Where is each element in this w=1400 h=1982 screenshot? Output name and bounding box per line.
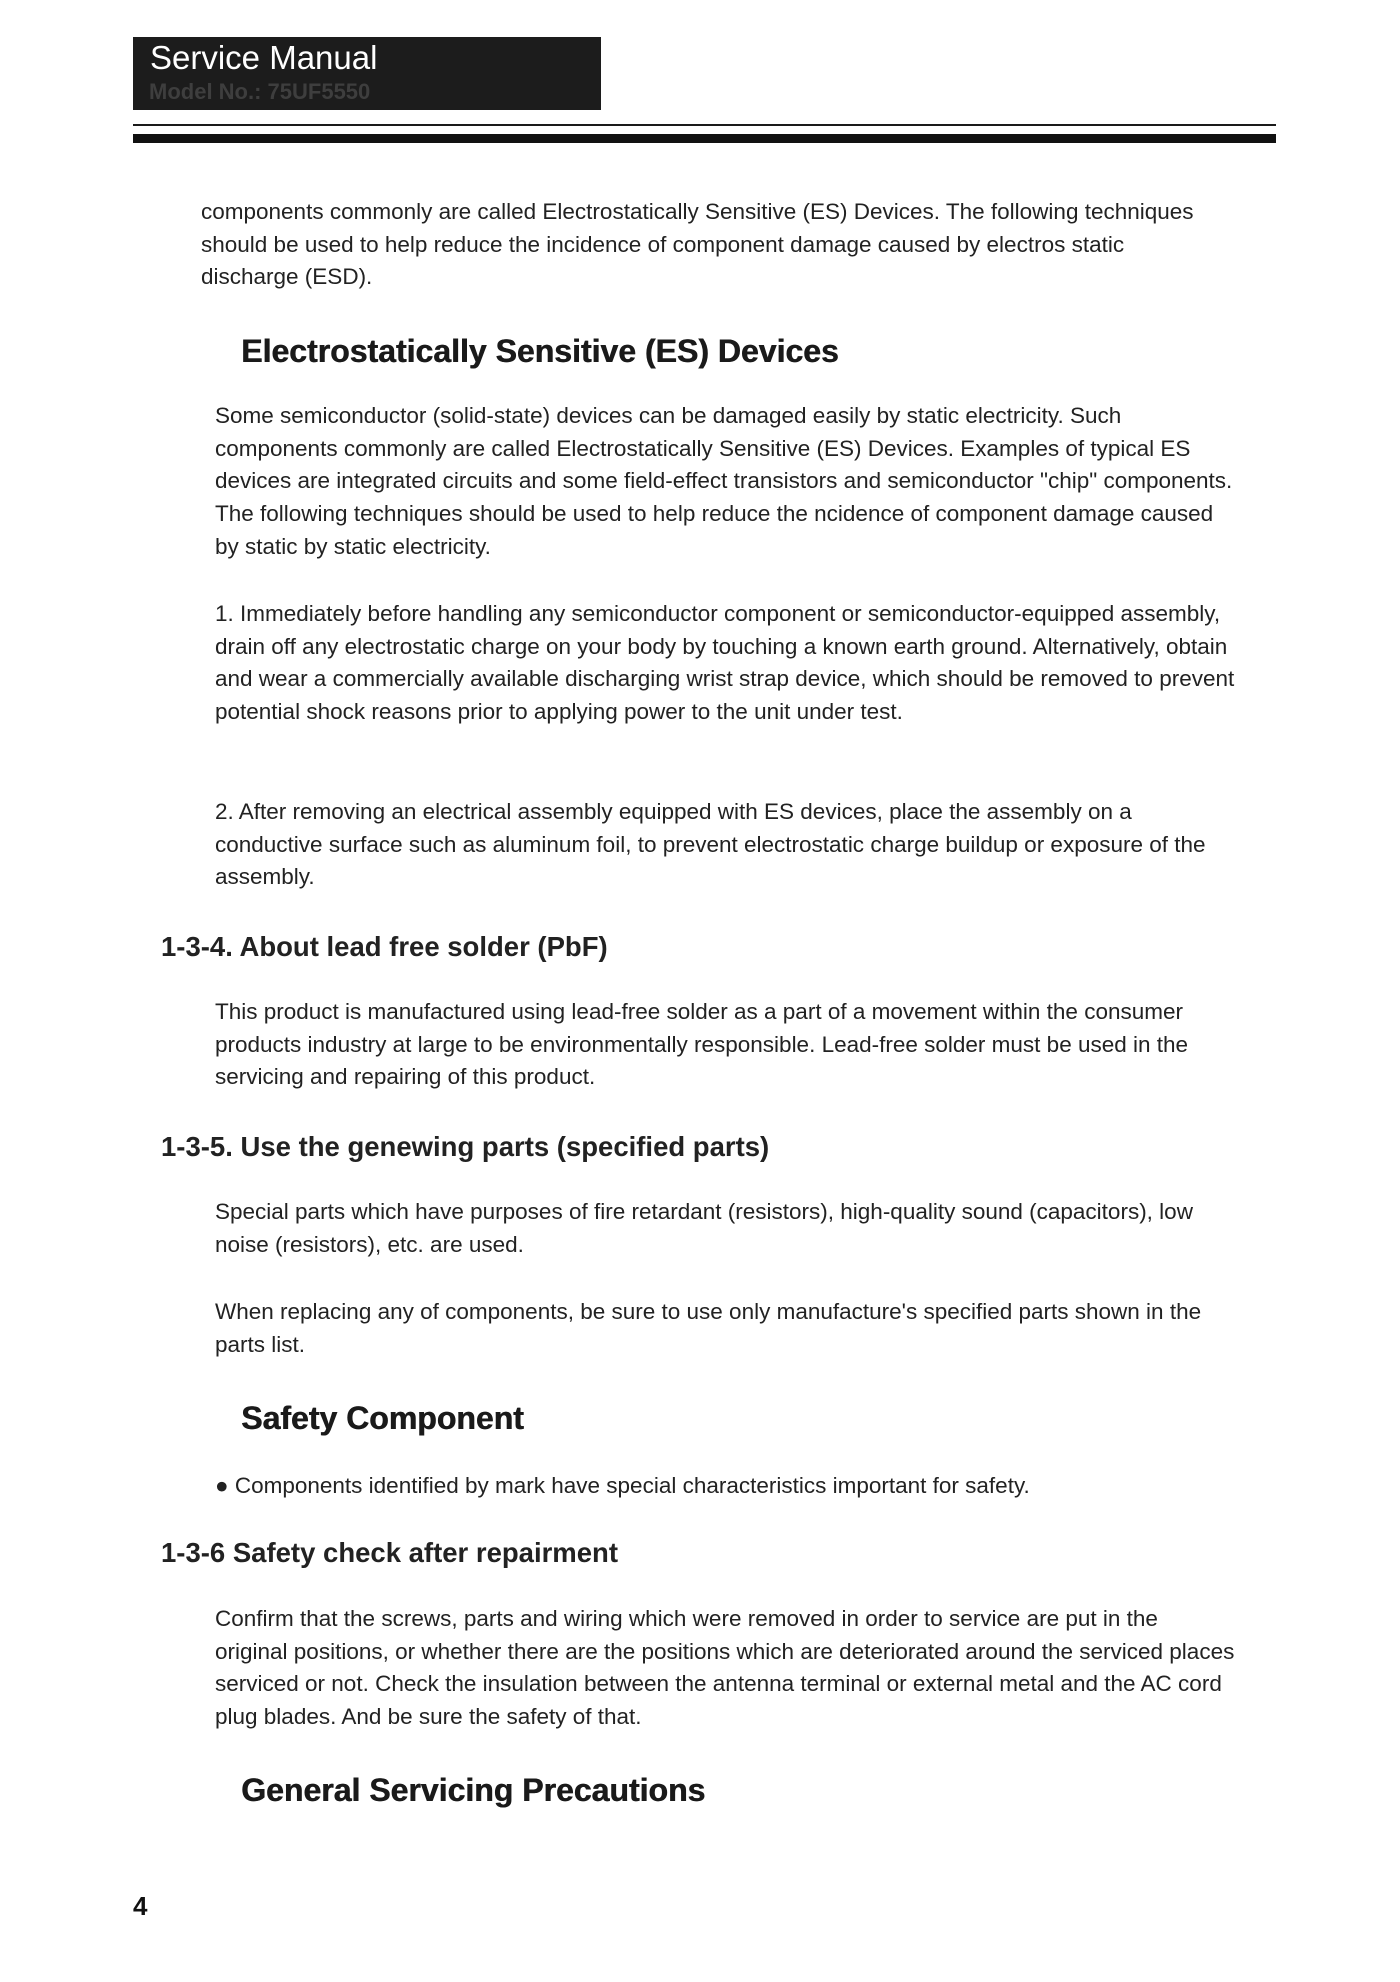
header-rule-thick [133, 134, 1276, 143]
page-number: 4 [133, 1891, 148, 1921]
safety-component-bullet: ● Components identified by mark have special characteristics important for safety. [215, 1473, 1030, 1498]
header-rule-thin [133, 124, 1276, 126]
lead-free-paragraph: This product is manufactured using lead-free solder as a part of a movement within the consumer products industry at large to be environmentally responsible. Lead-free solder must be used in the servicing and repairing of this product. [215, 999, 1189, 1090]
heading-general-servicing: General Servicing Precautions [241, 1772, 706, 1808]
header-banner [133, 37, 601, 110]
manual-title: Service Manual [150, 39, 378, 76]
heading-safety-component: Safety Component [241, 1400, 524, 1436]
model-number: Model No.: 75UF5550 [149, 79, 371, 104]
heading-es-devices: Electrostatically Sensitive (ES) Devices [241, 333, 839, 369]
heading-safety-check: 1-3-6 Safety check after repairment [161, 1537, 619, 1568]
replacing-parts-paragraph: When replacing any of components, be sure to use only manufacture's specified parts shown in the parts list. [215, 1299, 1202, 1357]
es-step-1: 1. Immediately before handling any semiconductor component or semiconductor-equipped assembly, drain off any electrostatic charge on your body by touching a known earth ground. Alternatively, obtain and wear a commercially available discharging wrist strap device, which should be removed to prevent potential shock reasons prior to applying power to the unit under test. [215, 601, 1235, 725]
es-devices-paragraph: Some semiconductor (solid-state) devices can be damaged easily by static electricity. Such components commonly are called Electrostatically Sensitive (ES) Devices. Examples of typical ES devices are integrated circuits and some field-effect transistors and semiconductor "chip" components. The following techniques should be used to help reduce the ncidence of component damage caused by static by static electricity. [215, 403, 1233, 559]
safety-check-paragraph: Confirm that the screws, parts and wiring which were removed in order to service are put in the original positions, or whether there are the positions which are deteriorated around the serviced places serviced or not. Check the insulation between the antenna terminal or external metal and the AC cord plug blades. And be sure the safety of that. [215, 1606, 1235, 1730]
genewing-parts-paragraph: Special parts which have purposes of fire retardant (resistors), high-quality sound (capacitors), low noise (resistors), etc. are used. [215, 1199, 1193, 1257]
es-step-2: 2. After removing an electrical assembly equipped with ES devices, place the assembly on a conductive surface such as aluminum foil, to prevent electrostatic charge buildup or exposure of the assembly. [215, 799, 1206, 890]
heading-lead-free-solder: 1-3-4. About lead free solder (PbF) [161, 931, 608, 962]
heading-genewing-parts: 1-3-5. Use the genewing parts (specified parts) [161, 1131, 770, 1162]
intro-paragraph: components commonly are called Electrostatically Sensitive (ES) Devices. The following techniques should be used to help reduce the incidence of component damage caused by electros static discharge (ESD). [201, 199, 1194, 290]
